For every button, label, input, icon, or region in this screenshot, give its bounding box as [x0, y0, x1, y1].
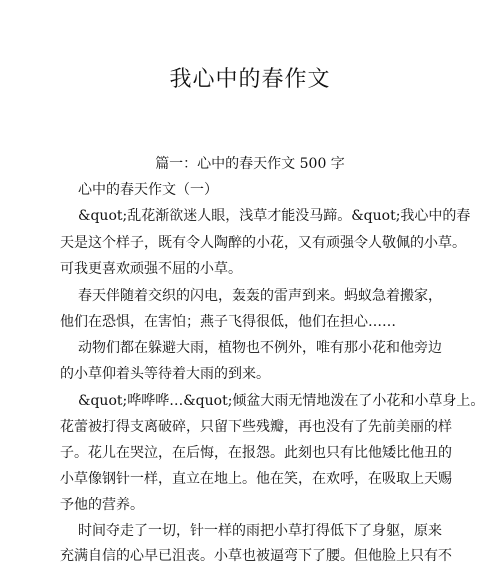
body-line: 他们在恐惧，在害怕；燕子飞得很低，他们在担心…… — [60, 314, 396, 330]
body-line: 予他的营养。 — [60, 497, 144, 513]
body-line: 小草像钢针一样，直立在地上。他在笑，在欢呼，在吸取上天赐 — [60, 471, 452, 487]
section-heading: 篇一：心中的春天作文 500 字 — [155, 156, 345, 172]
body-line: 可我更喜欢顽强不屈的小草。 — [60, 261, 242, 277]
body-line: &quot;乱花渐欲迷人眼，浅草才能没马蹄。&quot;我心中的春 — [78, 208, 471, 224]
body-line: 天是这个样子，既有令人陶醉的小花，又有顽强令人敬佩的小草。 — [60, 235, 466, 251]
body-line: &quot;哗哗哗…&quot;倾盆大雨无情地泼在了小花和小草身上。 — [78, 393, 485, 409]
body-line: 花蕾被打得支离破碎，只留下些残瓣，再也没有了先前美丽的样 — [60, 419, 452, 435]
document-title: 我心中的春作文 — [169, 67, 331, 92]
body-line: 时间夺走了一切，针一样的雨把小草打得低下了身躯，原来 — [78, 523, 442, 539]
body-line: 子。花儿在哭泣，在后悔，在报怨。此刻也只有比他矮比他丑的 — [60, 445, 452, 461]
body-line: 的小草仰着头等待着大雨的到来。 — [60, 366, 270, 382]
body-line: 心中的春天作文（一） — [78, 182, 218, 198]
body-line: 动物们都在躲避大雨，植物也不例外，唯有那小花和他旁边 — [78, 340, 442, 356]
body-line: 春天伴随着交织的闪电，轰轰的雷声到来。蚂蚁急着搬家， — [78, 288, 442, 304]
body-line: 充满自信的心早已沮丧。小草也被逼弯下了腰。但他脸上只有不 — [60, 548, 452, 564]
